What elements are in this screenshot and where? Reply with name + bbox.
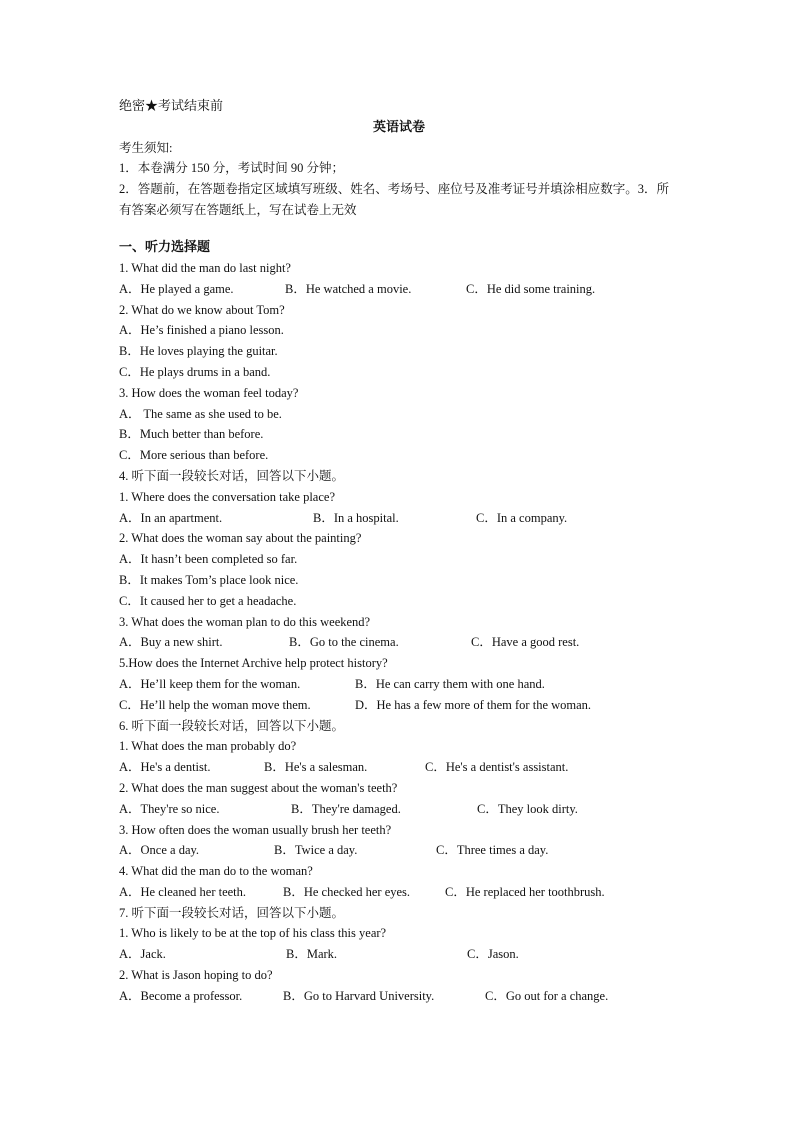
question: 3. What does the woman plan to do this weekend? bbox=[119, 614, 371, 629]
question-group-heading: 4. 听下面一段较长对话，回答以下小题。 bbox=[119, 468, 345, 483]
question: 3. How does the woman feel today? bbox=[119, 385, 299, 400]
option-c: C．Have a good rest. bbox=[471, 635, 580, 650]
exam-title: 英语试卷 bbox=[372, 118, 425, 134]
option-b: B．He watched a movie. bbox=[285, 281, 412, 296]
option-b: B．Go to Harvard University. bbox=[283, 988, 435, 1003]
option-b: B．Mark. bbox=[286, 947, 338, 962]
option-a: A． The same as she used to be. bbox=[119, 406, 282, 421]
option-a: A．He’s finished a piano lesson. bbox=[119, 323, 284, 338]
option-a: A．Once a day. bbox=[119, 843, 200, 858]
option-b: B．In a hospital. bbox=[313, 510, 399, 525]
option-a: A．He's a dentist. bbox=[119, 760, 211, 775]
option-c: C．More serious than before. bbox=[119, 448, 269, 463]
option-b: B．Twice a day. bbox=[274, 843, 358, 858]
option-b: B．They're damaged. bbox=[291, 801, 401, 816]
option-a: A．He cleaned her teeth. bbox=[119, 884, 247, 899]
question: 5.How does the Internet Archive help protect history? bbox=[119, 656, 388, 671]
notice-item-1: 1．本卷满分 150 分，考试时间 90 分钟； bbox=[119, 161, 345, 176]
option-c: C．He did some training. bbox=[466, 281, 596, 296]
option-b: B．Go to the cinema. bbox=[289, 635, 399, 650]
question: 2. What is Jason hoping to do? bbox=[119, 968, 273, 983]
option-c: C．Go out for a change. bbox=[485, 988, 609, 1003]
option-b: B．He loves playing the guitar. bbox=[119, 344, 278, 359]
question-group-heading: 6. 听下面一段较长对话，回答以下小题。 bbox=[119, 718, 345, 733]
exam-page bbox=[119, 96, 679, 1007]
option-a: A．He’ll keep them for the woman. bbox=[119, 676, 301, 691]
option-c: C．Jason. bbox=[467, 947, 519, 962]
question: 1. Who is likely to be at the top of his class this year? bbox=[119, 926, 387, 941]
option-a: A．Become a professor. bbox=[119, 988, 243, 1003]
option-c: C．In a company. bbox=[476, 510, 568, 525]
option-row bbox=[119, 882, 679, 903]
option-c: C．It caused her to get a headache. bbox=[119, 593, 297, 608]
notice-title: 考生须知: bbox=[119, 140, 173, 155]
question-group-heading: 7. 听下面一段较长对话，回答以下小题。 bbox=[119, 905, 345, 920]
option-b: B．He can carry them with one hand. bbox=[355, 676, 545, 691]
question: 1. Where does the conversation take place? bbox=[119, 489, 335, 504]
option-row bbox=[119, 508, 679, 529]
option-c: C．He’ll help the woman move them. bbox=[119, 697, 311, 712]
question: 3. How often does the woman usually brush her teeth? bbox=[119, 822, 392, 837]
option-row bbox=[119, 986, 679, 1007]
option-row bbox=[119, 632, 679, 653]
option-c: C．He plays drums in a band. bbox=[119, 364, 271, 379]
option-a: A．Buy a new shirt. bbox=[119, 635, 223, 650]
confidential-mark: 绝密★考试结束前 bbox=[119, 98, 224, 113]
option-row bbox=[119, 757, 679, 778]
option-row bbox=[119, 944, 679, 965]
question: 4. What did the man do to the woman? bbox=[119, 864, 313, 879]
option-c: C．He's a dentist's assistant. bbox=[425, 760, 569, 775]
question: 2. What do we know about Tom? bbox=[119, 302, 285, 317]
option-b: B．He's a salesman. bbox=[264, 760, 368, 775]
option-row bbox=[119, 674, 679, 695]
option-a: A．He played a game. bbox=[119, 281, 234, 296]
option-a: A．They're so nice. bbox=[119, 801, 220, 816]
option-c: C．They look dirty. bbox=[477, 801, 578, 816]
section-title: 一、听力选择题 bbox=[119, 239, 211, 255]
option-b: B．He checked her eyes. bbox=[283, 884, 411, 899]
option-d: D．He has a few more of them for the woman. bbox=[355, 697, 592, 712]
question: 2. What does the woman say about the painting? bbox=[119, 531, 362, 546]
option-a: A．In an apartment. bbox=[119, 510, 223, 525]
option-a: A．It hasn’t been completed so far. bbox=[119, 552, 298, 567]
option-row bbox=[119, 279, 679, 300]
question: 1. What did the man do last night? bbox=[119, 260, 291, 275]
question: 1. What does the man probably do? bbox=[119, 739, 297, 754]
option-b: B．It makes Tom’s place look nice. bbox=[119, 572, 299, 587]
option-row bbox=[119, 695, 679, 716]
option-c: C．He replaced her toothbrush. bbox=[445, 884, 605, 899]
notice-item-2: 2．答题前，在答题卷指定区域填写班级、姓名、考场号、座位号及准考证号并填涂相应数字。3．所有答案必须写在答题纸上，写在试卷上无效 bbox=[119, 182, 670, 218]
option-row bbox=[119, 799, 679, 820]
option-a: A．Jack. bbox=[119, 947, 166, 962]
option-c: C．Three times a day. bbox=[436, 843, 549, 858]
option-row bbox=[119, 840, 679, 861]
question: 2. What does the man suggest about the woman's teeth? bbox=[119, 780, 398, 795]
option-b: B．Much better than before. bbox=[119, 427, 264, 442]
